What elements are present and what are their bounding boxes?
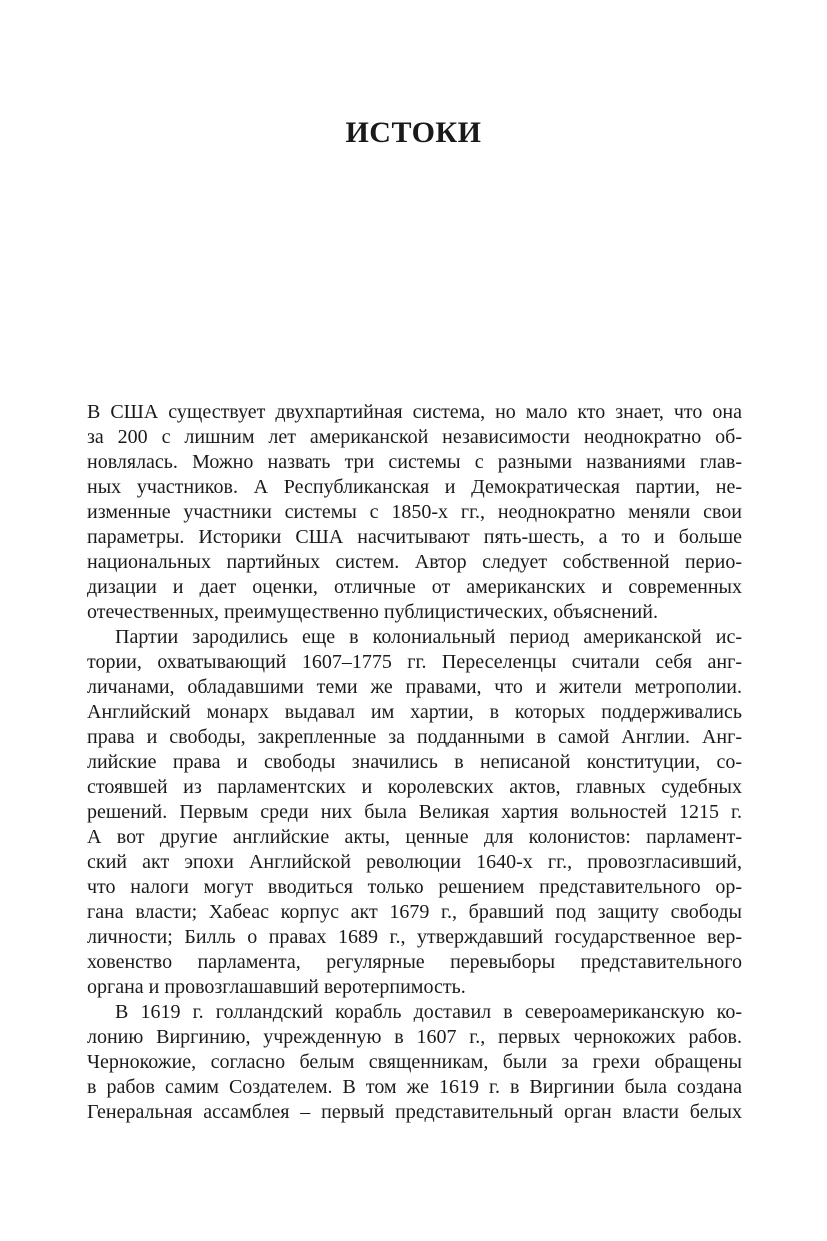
text-line: в рабов самим Создателем. В том же 1619 г. в Виргинии была создана — [87, 1076, 742, 1098]
text-line: ных участников. А Республиканская и Демократическая партии, не- — [87, 476, 742, 498]
text-line: изменные участники системы с 1850-х гг., неоднократно меняли свои — [87, 501, 742, 523]
text-line: стоявшей из парламентских и королевских актов, главных судебных — [87, 776, 742, 798]
text-line: новлялась. Можно назвать три системы с разными названиями глав- — [87, 451, 742, 473]
body-text — [87, 400, 742, 1125]
text-line: органа и провозглашавший веротерпимость. — [87, 976, 466, 998]
text-line: параметры. Историки США насчитывают пять-шесть, а то и больше — [87, 526, 742, 548]
text-line: лийские права и свободы значились в неписаной конституции, со- — [87, 751, 742, 773]
text-line: отечественных, преимущественно публицистических, объяснений. — [87, 601, 658, 623]
text-line: тории, охватывающий 1607–1775 гг. Переселенцы считали себя анг- — [87, 651, 742, 673]
text-line: национальных партийных систем. Автор следует собственной перио- — [87, 551, 742, 573]
text-line: Генеральная ассамблея – первый представительный орган власти белых — [87, 1101, 742, 1123]
chapter-title: ИСТОКИ — [345, 116, 482, 149]
text-line: В 1619 г. голландский корабль доставил в североамериканскую ко- — [115, 1001, 742, 1023]
text-line: ховенство парламента, регулярные перевыборы представительного — [87, 951, 742, 973]
text-line: личанами, обладавшими теми же правами, что и жители метрополии. — [87, 676, 742, 698]
text-line: А вот другие английские акты, ценные для колонистов: парламент- — [87, 826, 742, 848]
text-line: Партии зародились еще в колониальный период американской ис- — [115, 626, 742, 648]
text-line: за 200 с лишним лет американской независимости неоднократно об- — [87, 426, 742, 448]
paragraph — [87, 625, 742, 1000]
text-line: лонию Виргинию, учрежденную в 1607 г., первых чернокожих рабов. — [87, 1026, 742, 1048]
text-line: Английский монарх выдавал им хартии, в которых поддерживались — [87, 701, 742, 723]
text-line: гана власти; Хабеас корпус акт 1679 г., бравший под защиту свободы — [87, 901, 742, 923]
text-line: что налоги могут вводиться только решением представительного ор- — [87, 876, 742, 898]
text-line: права и свободы, закрепленные за подданными в самой Англии. Анг- — [87, 726, 742, 748]
text-line: дизации и дает оценки, отличные от американских и современных — [87, 576, 742, 598]
paragraph — [87, 400, 742, 625]
text-line: решений. Первым среди них была Великая хартия вольностей 1215 г. — [87, 801, 742, 823]
text-line: ский акт эпохи Английской революции 1640-х гг., провозгласивший, — [87, 851, 742, 873]
paragraph — [87, 1000, 742, 1125]
text-line: В США существует двухпартийная система, но мало кто знает, что она — [87, 401, 742, 423]
text-line: личности; Билль о правах 1689 г., утверждавший государственное вер- — [87, 926, 742, 948]
text-line: Чернокожие, согласно белым священникам, были за грехи обращены — [87, 1051, 742, 1073]
